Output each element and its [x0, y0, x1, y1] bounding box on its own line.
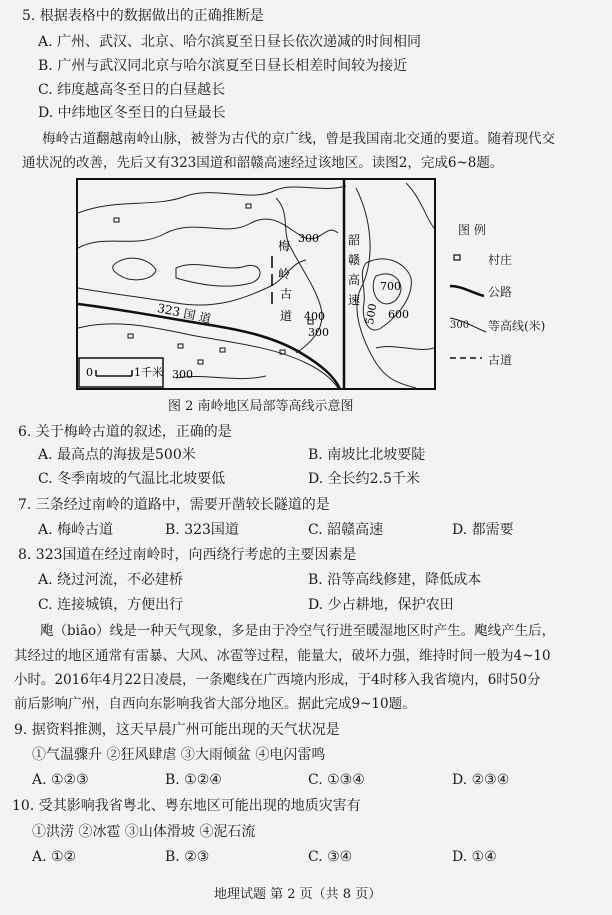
q10-option-d: D. ①④ — [452, 849, 497, 865]
q9-stem: 9. 据资料推测，这天早晨广州可能出现的天气状况是 — [14, 722, 340, 738]
q9-statements: ①气温骤升 ②狂风肆虐 ③大雨倾盆 ④电闪雷鸣 — [32, 747, 326, 763]
contour-line — [113, 258, 156, 280]
contour-label: 500 — [363, 302, 380, 326]
q10-option-c: C. ③④ — [308, 849, 353, 865]
q8-option-a: A. 绕过河流，不必建桥 — [38, 572, 184, 588]
q5-option-d: D. 中纬地区冬至日的白昼最长 — [38, 105, 226, 121]
meiling-label-char: 道 — [280, 309, 293, 323]
q7-option-c: C. 韶赣高速 — [308, 522, 384, 538]
village-marker — [246, 204, 251, 208]
scale-zero: 0 — [86, 366, 93, 379]
legend-road-label: 公路 — [488, 284, 513, 299]
contour-map — [76, 178, 436, 390]
ancient-road-symbol — [448, 352, 488, 366]
shaogan-label-char: 速 — [348, 293, 361, 307]
intro1-line2: 通状况的改善，先后又有323国道和韶赣高速经过该地区。读图2，完成6~8题。 — [22, 155, 504, 171]
q6-option-b: B. 南坡比北坡要陡 — [308, 447, 426, 463]
q10-stem: 10. 受其影响我省粤北、粤东地区可能出现的地质灾害有 — [12, 798, 361, 814]
q9-option-b: B. ①②④ — [165, 772, 222, 788]
q9-option-d: D. ②③④ — [452, 772, 510, 788]
meiling-label-char: 梅 — [278, 239, 291, 253]
q5-option-b: B. 广州与武汉同北京与哈尔滨夏至日昼长相差时间较为接近 — [38, 58, 408, 74]
meiling-label-char: 岭 — [278, 267, 291, 281]
contour-label: 300 — [298, 232, 319, 245]
contour-label: 300 — [172, 368, 193, 381]
q10-option-a: A. ①② — [32, 849, 77, 865]
road-symbol — [448, 282, 488, 301]
contour-line — [406, 183, 434, 228]
q10-option-b: B. ②③ — [165, 849, 210, 865]
village-marker — [198, 360, 203, 364]
shaogan-label-char: 韶 — [348, 233, 361, 247]
intro2-line1: 飑（biāo）线是一种天气现象，多是由于冷空气行进至暖湿地区时产生。飑线产生后， — [40, 623, 556, 639]
page-footer: 地理试题 第 2 页（共 8 页） — [214, 887, 382, 902]
figure-caption: 图 2 南岭地区局部等高线示意图 — [168, 399, 354, 414]
q7-stem: 7. 三条经过南岭的道路中，需要开凿较长隧道的是 — [18, 497, 330, 513]
shaogan-label-char: 高 — [348, 273, 361, 287]
scale-one: 1千米 — [134, 366, 163, 379]
contour-map-svg — [76, 178, 436, 390]
q7-option-a: A. 梅岭古道 — [38, 522, 114, 538]
q5-option-a: A. 广州、武汉、北京、哈尔滨夏至日昼长依次递减的时间相同 — [38, 34, 422, 50]
q6-option-a: A. 最高点的海拔是500米 — [38, 447, 196, 463]
legend-contour-label: 等高线(米) — [488, 318, 546, 333]
legend-contour-value: 300 — [450, 319, 470, 331]
q7-option-d: D. 都需要 — [452, 522, 514, 538]
intro2-line2: 其经过的地区通常有雷暴、大风、冰雹等过程，能量大，破坏力强，维持时间一般为4~10 — [14, 648, 551, 664]
contour-label: 700 — [380, 280, 401, 293]
q6-option-d: D. 全长约2.5千米 — [308, 471, 420, 487]
q6-stem: 6. 关于梅岭古道的叙述，正确的是 — [18, 424, 232, 440]
intro2-line4: 前后影响广州，自西向东影响我省大部分地区。据此完成9~10题。 — [14, 696, 416, 712]
shaogan-label-char: 赣 — [348, 253, 361, 267]
q10-statements: ①洪涝 ②冰雹 ③山体滑坡 ④泥石流 — [32, 824, 256, 840]
contour-label: 300 — [308, 326, 329, 339]
q8-option-c: C. 连接城镇，方便出行 — [38, 597, 184, 613]
q8-option-b: B. 沿等高线修建，降低成本 — [308, 572, 482, 588]
q9-option-a: A. ①②③ — [32, 772, 89, 788]
q5-option-c: C. 纬度越高冬至日的白昼越长 — [38, 82, 226, 98]
q8-stem: 8. 323国道在经过南岭时，向西绕行考虑的主要因素是 — [18, 547, 357, 563]
contour-label: 600 — [388, 308, 409, 321]
village-marker — [114, 218, 119, 222]
contour-symbol — [448, 314, 488, 337]
contour-label: 400 — [304, 310, 325, 323]
q6-option-c: C. 冬季南坡的气温比北坡要低 — [38, 471, 226, 487]
q5-stem: 5. 根据表格中的数据做出的正确推断是 — [22, 8, 264, 24]
village-symbol — [448, 252, 488, 267]
map-legend — [448, 220, 598, 370]
legend-village-label: 村庄 — [488, 252, 513, 267]
contour-line — [78, 186, 346, 213]
legend-title: 图 例 — [458, 222, 486, 237]
legend-ancient-label: 古道 — [488, 352, 513, 367]
intro2-line3: 小时。2016年4月22日凌晨，一条飑线在广西境内形成，于4时移入我省境内，6时50分 — [14, 672, 541, 688]
q8-option-d: D. 少占耕地，保护农田 — [308, 597, 454, 613]
q7-option-b: B. 323国道 — [165, 522, 239, 538]
village-marker — [178, 344, 183, 348]
village-marker — [128, 334, 133, 338]
intro1-line1: 梅岭古道翻越南岭山脉，被誉为古代的京广线，曾是我国南北交通的要道。随着现代交 — [42, 131, 555, 147]
meiling-label-char: 古 — [280, 287, 293, 301]
contour-line — [176, 264, 260, 286]
road-323-label: 323 国 道 — [156, 301, 213, 327]
contour-line — [376, 347, 434, 350]
q9-option-c: C. ①③④ — [308, 772, 365, 788]
village-marker — [220, 348, 225, 352]
